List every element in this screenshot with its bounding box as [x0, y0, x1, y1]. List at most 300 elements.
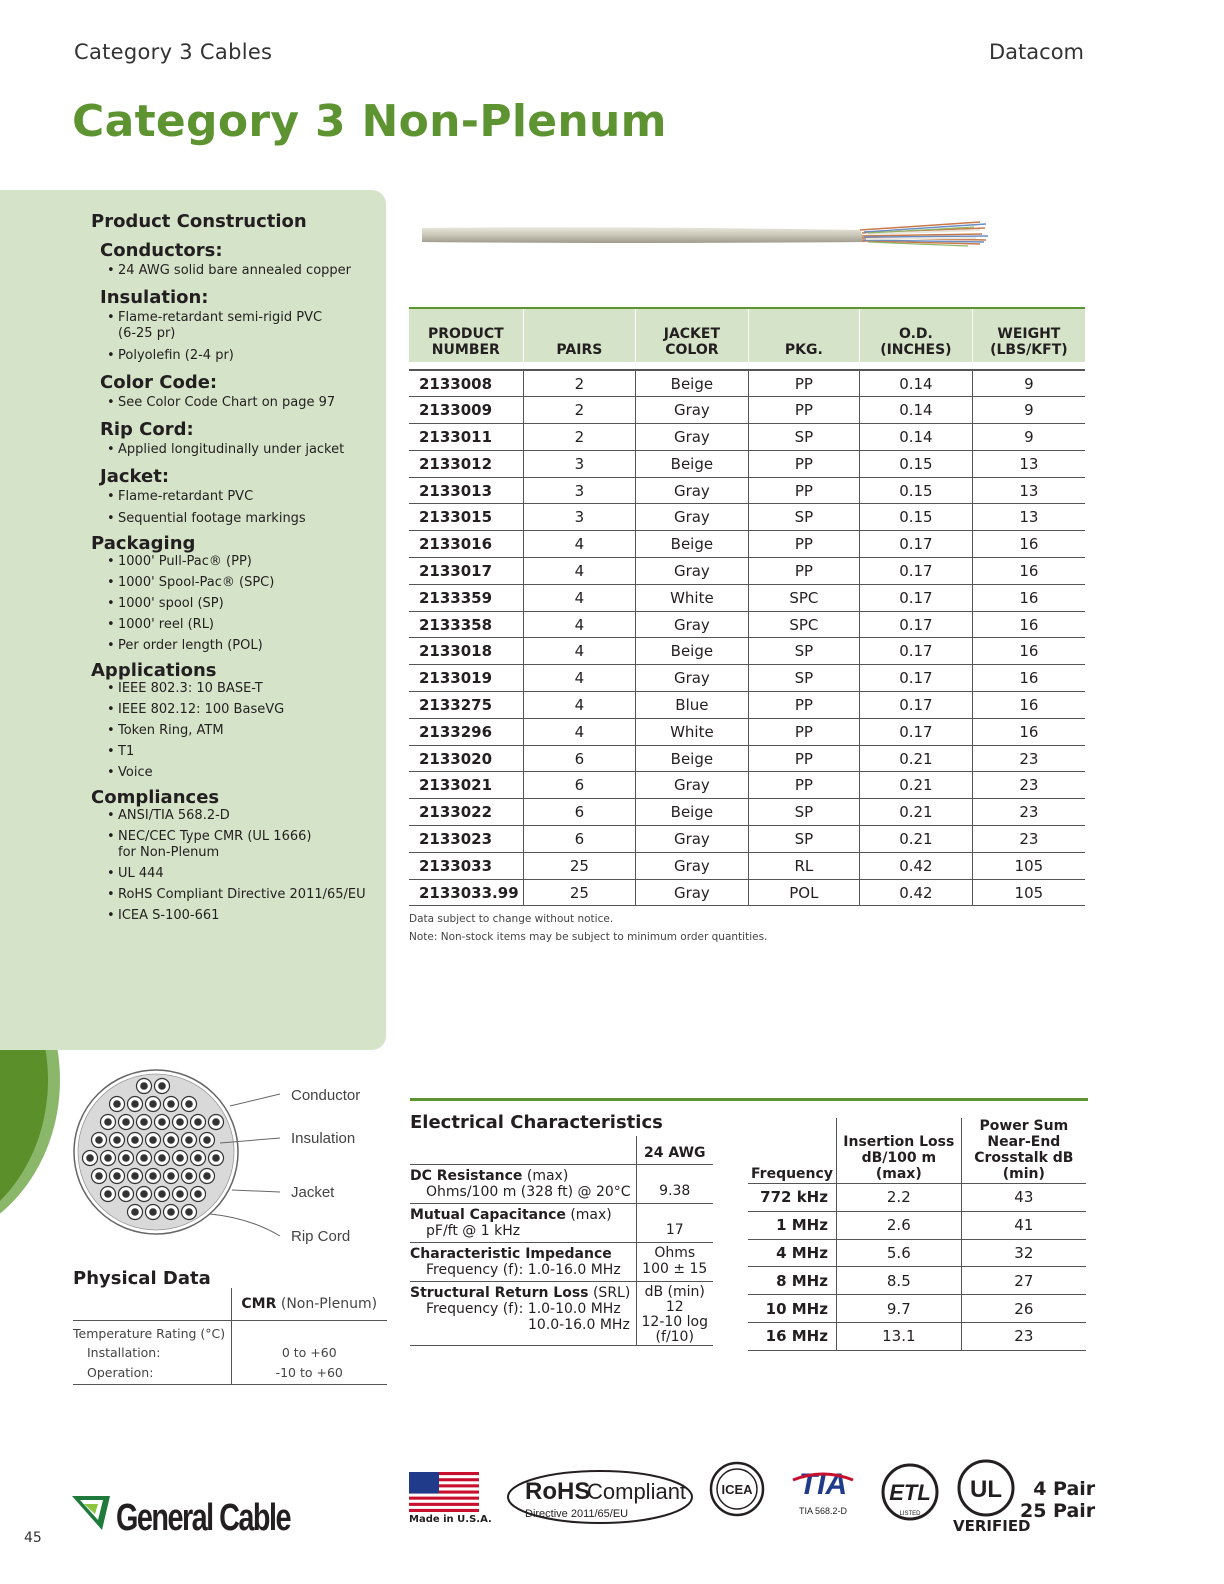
table-cell: PP: [748, 772, 859, 799]
table-cell: 16: [972, 718, 1085, 745]
table-cell: Gray: [636, 665, 749, 692]
table-cell: 16: [972, 531, 1085, 558]
conductor-core: [212, 1118, 220, 1126]
freq-cell: 13.1: [836, 1322, 961, 1350]
freq-cell: 27: [961, 1267, 1086, 1295]
table-row: [409, 450, 1085, 477]
conductor-core: [185, 1100, 193, 1108]
table-cell: 2133017: [409, 558, 523, 585]
table-cell: SP: [748, 424, 859, 451]
conductor-core: [158, 1190, 166, 1198]
conductor-core: [185, 1172, 193, 1180]
freq-row: [748, 1184, 1086, 1212]
dc-sub: Ohms/100 m (328 ft) @ 20°C: [426, 1183, 631, 1200]
general-cable-logo: [70, 1488, 300, 1538]
header-section: Datacom: [989, 40, 1084, 64]
conductor-core: [185, 1136, 193, 1144]
page-number: 45: [24, 1530, 42, 1546]
table-cell: Gray: [636, 879, 749, 906]
cmr-label: CMR: [241, 1295, 277, 1312]
table-cell: Gray: [636, 477, 749, 504]
table-cell: Gray: [636, 397, 749, 424]
label-rip-cord: Rip Cord: [291, 1228, 351, 1245]
table-cell: 23: [972, 772, 1085, 799]
applications-item: • Voice: [107, 765, 381, 781]
freq-cell: 772 kHz: [748, 1184, 836, 1212]
awg-col-header: 24 AWG: [636, 1136, 713, 1164]
table-cell: 0.21: [860, 799, 973, 826]
ul-verified-text: VERIFIED: [953, 1517, 1031, 1535]
table-cell: 2133023: [409, 826, 523, 853]
dc-resistance-label: DC Resistance: [410, 1167, 523, 1184]
conductor-core: [140, 1082, 148, 1090]
cable-image: [420, 218, 990, 252]
table-cell: 2133019: [409, 665, 523, 692]
table-cell: 0.15: [860, 477, 973, 504]
table-cell: Beige: [636, 799, 749, 826]
table-cell: 4: [523, 611, 635, 638]
applications-item: • Token Ring, ATM: [107, 723, 381, 739]
icea-logo: [709, 1461, 765, 1517]
freq-cell: 8.5: [836, 1267, 961, 1295]
table-cell: 6: [523, 799, 635, 826]
conductor-core: [86, 1154, 94, 1162]
table-row: [409, 397, 1085, 424]
table-row: [409, 531, 1085, 558]
table-cell: Gray: [636, 852, 749, 879]
table-cell: 0.14: [860, 370, 973, 397]
table-cell: PP: [748, 718, 859, 745]
table-notes: [409, 910, 767, 946]
packaging-item: • 1000' spool (SP): [107, 596, 381, 612]
table-cell: 0.15: [860, 450, 973, 477]
table-cell: SP: [748, 799, 859, 826]
conductor-core: [149, 1172, 157, 1180]
table-cell: 3: [523, 477, 635, 504]
table-row: [409, 584, 1085, 611]
freq-cell: 2.2: [836, 1184, 961, 1212]
table-cell: 2133015: [409, 504, 523, 531]
packaging-item: • 1000' reel (RL): [107, 617, 381, 633]
jacket-item: • Flame-retardant PVC: [107, 489, 381, 505]
note-line: Data subject to change without notice.: [409, 913, 614, 925]
table-cell: 13: [972, 477, 1085, 504]
conductor-core: [158, 1082, 166, 1090]
table-cell: 2133013: [409, 477, 523, 504]
freq-row: [748, 1211, 1086, 1239]
conductor-core: [212, 1154, 220, 1162]
freq-cell: 26: [961, 1295, 1086, 1323]
table-cell: 2133033: [409, 852, 523, 879]
conductor-core: [113, 1136, 121, 1144]
table-cell: Gray: [636, 611, 749, 638]
table-cell: White: [636, 584, 749, 611]
conductor-core: [149, 1100, 157, 1108]
applications-item: • T1: [107, 744, 381, 760]
section-rule: [410, 1098, 1088, 1101]
ci-value: 100 ± 15: [642, 1260, 708, 1277]
freq-row: [748, 1239, 1086, 1267]
table-cell: 9: [972, 370, 1085, 397]
table-cell: 2133021: [409, 772, 523, 799]
table-cell: 2133011: [409, 424, 523, 451]
table-cell: 0.21: [860, 826, 973, 853]
etl-text: ETL: [889, 1480, 931, 1505]
electrical-table: [410, 1136, 713, 1346]
conductor-core: [104, 1118, 112, 1126]
col-product-number: PRODUCT NUMBER: [409, 308, 523, 362]
conductor-core: [131, 1172, 139, 1180]
table-cell: 9: [972, 424, 1085, 451]
conductor-core: [194, 1154, 202, 1162]
ul-text: UL: [970, 1476, 1002, 1503]
compliances-item: • NEC/CEC Type CMR (UL 1666) for Non-Plenum: [107, 829, 317, 861]
table-row: [409, 370, 1085, 397]
table-cell: SP: [748, 826, 859, 853]
conductor-core: [203, 1172, 211, 1180]
applications-item: • IEEE 802.3: 10 BASE-T: [107, 681, 381, 697]
conductor-core: [176, 1190, 184, 1198]
rip-cord-item: • Applied longitudinally under jacket: [107, 442, 381, 458]
page-title: Category 3 Non-Plenum: [72, 96, 667, 147]
table-cell: 16: [972, 692, 1085, 719]
table-cell: 0.14: [860, 424, 973, 451]
table-cell: 16: [972, 558, 1085, 585]
conductor-core: [158, 1154, 166, 1162]
us-flag-icon: [409, 1472, 479, 1512]
table-cell: POL: [748, 879, 859, 906]
table-cell: SPC: [748, 611, 859, 638]
table-cell: Beige: [636, 370, 749, 397]
table-cell: SP: [748, 638, 859, 665]
physical-data-table: [73, 1288, 387, 1385]
conductor-core: [95, 1172, 103, 1180]
conductor-core: [167, 1136, 175, 1144]
label-jacket: Jacket: [291, 1184, 335, 1201]
freq-cell: 4 MHz: [748, 1239, 836, 1267]
table-cell: 4: [523, 692, 635, 719]
freq-cell: 9.7: [836, 1295, 961, 1323]
packaging-item: • 1000' Spool-Pac® (SPC): [107, 575, 381, 591]
note-line: Note: Non-stock items may be subject to minimum order quantities.: [409, 931, 768, 943]
conductor-core: [185, 1208, 193, 1216]
packaging-title: Packaging: [91, 533, 196, 554]
table-cell: 3: [523, 450, 635, 477]
srl-label: Structural Return Loss: [410, 1284, 589, 1301]
conductor-core: [203, 1136, 211, 1144]
packaging-item: • 1000' Pull-Pac® (PP): [107, 554, 381, 570]
conductor-core: [104, 1190, 112, 1198]
table-cell: 0.17: [860, 638, 973, 665]
table-cell: PP: [748, 450, 859, 477]
icea-text: ICEA: [721, 1482, 753, 1497]
table-cell: 0.21: [860, 772, 973, 799]
operation-label: Operation:: [73, 1362, 231, 1384]
table-cell: 2133359: [409, 584, 523, 611]
conductor-core: [176, 1154, 184, 1162]
insulation-item: • Polyolefin (2-4 pr): [107, 348, 381, 364]
table-cell: 2133008: [409, 370, 523, 397]
table-row: [409, 558, 1085, 585]
table-cell: 0.17: [860, 718, 973, 745]
table-cell: 16: [972, 584, 1085, 611]
etl-listed: LISTED: [899, 1511, 921, 1517]
dc-qualifier: (max): [522, 1167, 569, 1184]
mutual-cap-label: Mutual Capacitance: [410, 1206, 566, 1223]
table-cell: White: [636, 718, 749, 745]
ci-sub: Frequency (f): 1.0-16.0 MHz: [426, 1261, 621, 1278]
freq-cell: 23: [961, 1322, 1086, 1350]
table-cell: PP: [748, 692, 859, 719]
product-table: [409, 307, 1085, 906]
compliances-item: • RoHS Compliant Directive 2011/65/EU: [107, 887, 381, 903]
table-cell: 6: [523, 826, 635, 853]
tia-text: TIA: [798, 1468, 848, 1501]
conductor-core: [140, 1154, 148, 1162]
table-cell: 13: [972, 504, 1085, 531]
conductor-core: [140, 1190, 148, 1198]
table-row: [409, 611, 1085, 638]
table-cell: PP: [748, 531, 859, 558]
rohs-text: RoHS: [525, 1478, 591, 1505]
table-cell: 4: [523, 531, 635, 558]
table-cell: 4: [523, 665, 635, 692]
temp-rating-label: Temperature Rating (°C): [73, 1325, 226, 1341]
table-cell: Gray: [636, 772, 749, 799]
conductor-core: [104, 1154, 112, 1162]
dc-value: 9.38: [636, 1164, 713, 1203]
table-cell: 0.42: [860, 879, 973, 906]
table-cell: 9: [972, 397, 1085, 424]
table-cell: 23: [972, 799, 1085, 826]
freq-cell: 5.6: [836, 1239, 961, 1267]
conductor-core: [113, 1100, 121, 1108]
table-cell: 2133009: [409, 397, 523, 424]
table-row: [409, 638, 1085, 665]
col-psnext: Power Sum Near-End Crosstalk dB (min): [961, 1118, 1086, 1184]
table-cell: 2: [523, 370, 635, 397]
table-cell: PP: [748, 745, 859, 772]
conductor-core: [149, 1136, 157, 1144]
table-row: [409, 879, 1085, 906]
table-cell: 4: [523, 638, 635, 665]
rohs-badge: [505, 1467, 695, 1527]
table-cell: RL: [748, 852, 859, 879]
table-cell: 105: [972, 879, 1085, 906]
table-cell: SP: [748, 665, 859, 692]
freq-cell: 1 MHz: [748, 1211, 836, 1239]
brand-name: General Cable: [116, 1497, 291, 1539]
table-cell: 0.17: [860, 611, 973, 638]
table-cell: Gray: [636, 826, 749, 853]
srl-value3: (f/10): [655, 1328, 694, 1345]
installation-label: Installation:: [87, 1344, 161, 1360]
rip-cord-title: Rip Cord:: [100, 419, 194, 440]
freq-row: [748, 1322, 1086, 1350]
srl-sub2: 10.0-16.0 MHz: [528, 1316, 630, 1333]
srl-value2: 12-10 log: [641, 1313, 708, 1330]
conductor-core: [158, 1118, 166, 1126]
table-cell: PP: [748, 370, 859, 397]
freq-row: [748, 1267, 1086, 1295]
table-cell: SP: [748, 504, 859, 531]
compliances-item: • ANSI/TIA 568.2-D: [107, 808, 381, 824]
table-cell: 23: [972, 745, 1085, 772]
conductors-title: Conductors:: [100, 240, 223, 261]
applications-item: • IEEE 802.12: 100 BaseVG: [107, 702, 381, 718]
table-cell: 4: [523, 584, 635, 611]
construction-title: Product Construction: [91, 211, 307, 232]
table-cell: 4: [523, 558, 635, 585]
mc-qualifier: (max): [565, 1206, 612, 1223]
pair-count: 25 Pair: [1020, 1500, 1096, 1522]
cmr-qualifier: (Non-Plenum): [276, 1295, 378, 1312]
table-cell: 0.17: [860, 584, 973, 611]
made-in-usa: Made in U.S.A.: [409, 1514, 492, 1525]
conductor-core: [167, 1172, 175, 1180]
compliances-item: • UL 444: [107, 866, 381, 882]
table-row: [409, 745, 1085, 772]
conductor-core: [131, 1136, 139, 1144]
table-cell: 4: [523, 718, 635, 745]
col-pairs: PAIRS: [523, 308, 635, 362]
table-cell: 0.14: [860, 397, 973, 424]
table-cell: Gray: [636, 424, 749, 451]
mc-value: 17: [636, 1203, 713, 1242]
table-row: [409, 852, 1085, 879]
table-row: [409, 504, 1085, 531]
freq-cell: 10 MHz: [748, 1295, 836, 1323]
freq-cell: 41: [961, 1211, 1086, 1239]
srl-sub1: Frequency (f): 1.0-10.0 MHz: [426, 1300, 621, 1317]
conductor-core: [95, 1136, 103, 1144]
table-cell: Gray: [636, 558, 749, 585]
table-cell: 2133016: [409, 531, 523, 558]
insulation-title: Insulation:: [100, 287, 209, 308]
conductor-core: [131, 1208, 139, 1216]
table-cell: 0.17: [860, 665, 973, 692]
conductor-core: [122, 1154, 130, 1162]
table-cell: 16: [972, 611, 1085, 638]
product-construction: [91, 205, 381, 929]
table-row: [409, 424, 1085, 451]
tia-logo: [787, 1466, 859, 1518]
table-row: [409, 718, 1085, 745]
conductor-core: [194, 1118, 202, 1126]
color-code-title: Color Code:: [100, 372, 218, 393]
table-row: [409, 826, 1085, 853]
pair-counts: [1020, 1478, 1095, 1522]
table-cell: 25: [523, 852, 635, 879]
conductor-core: [167, 1208, 175, 1216]
table-cell: 0.42: [860, 852, 973, 879]
jacket-title: Jacket:: [100, 466, 170, 487]
table-cell: 2133275: [409, 692, 523, 719]
srl-qualifier: (SRL): [588, 1284, 631, 1301]
conductor-core: [122, 1190, 130, 1198]
conductor-core: [113, 1172, 121, 1180]
table-cell: 0.15: [860, 504, 973, 531]
freq-cell: 16 MHz: [748, 1322, 836, 1350]
char-impedance-label: Characteristic Impedance: [410, 1245, 612, 1262]
table-cell: Beige: [636, 450, 749, 477]
table-cell: PP: [748, 477, 859, 504]
jacket-item: • Sequential footage markings: [107, 511, 381, 527]
ul-verified-logo: [956, 1458, 1022, 1520]
freq-cell: 43: [961, 1184, 1086, 1212]
table-cell: 13: [972, 450, 1085, 477]
col-frequency: Frequency: [748, 1118, 836, 1184]
table-cell: 2: [523, 397, 635, 424]
compliances-title: Compliances: [91, 787, 220, 808]
conductor-core: [194, 1190, 202, 1198]
mc-sub: pF/ft @ 1 kHz: [426, 1222, 521, 1239]
operation-value: -10 to +60: [231, 1362, 387, 1384]
srl-value1: 12: [665, 1298, 684, 1315]
col-od: O.D. (INCHES): [860, 308, 973, 362]
compliances-item: • ICEA S-100-661: [107, 908, 381, 924]
packaging-item: • Per order length (POL): [107, 638, 381, 654]
table-cell: 2133012: [409, 450, 523, 477]
table-cell: PP: [748, 397, 859, 424]
conductor-core: [167, 1100, 175, 1108]
table-cell: 0.17: [860, 531, 973, 558]
table-cell: 2133358: [409, 611, 523, 638]
table-row: [409, 692, 1085, 719]
table-cell: 0.21: [860, 745, 973, 772]
conductor-core: [131, 1100, 139, 1108]
table-cell: 2133020: [409, 745, 523, 772]
freq-cell: 8 MHz: [748, 1267, 836, 1295]
conductors-item: • 24 AWG solid bare annealed copper: [107, 263, 381, 279]
col-pkg: PKG.: [748, 308, 859, 362]
cable-cross-section: [70, 1068, 370, 1258]
table-cell: 2: [523, 424, 635, 451]
table-cell: 105: [972, 852, 1085, 879]
conductor-core: [122, 1118, 130, 1126]
table-cell: 2133018: [409, 638, 523, 665]
electrical-title: Electrical Characteristics: [410, 1112, 663, 1133]
conductor-core: [149, 1208, 157, 1216]
srl-unit: dB (min): [644, 1283, 705, 1300]
table-cell: 2133022: [409, 799, 523, 826]
table-row: [409, 477, 1085, 504]
table-cell: 0.17: [860, 558, 973, 585]
table-cell: Beige: [636, 638, 749, 665]
table-cell: 2133296: [409, 718, 523, 745]
table-row: [409, 665, 1085, 692]
pair-count: 4 Pair: [1033, 1478, 1096, 1500]
table-cell: 16: [972, 665, 1085, 692]
label-insulation: Insulation: [291, 1130, 356, 1147]
tia-standard: TIA 568.2-D: [798, 1506, 848, 1516]
freq-cell: 2.6: [836, 1211, 961, 1239]
table-cell: PP: [748, 558, 859, 585]
rohs-compliant: Compliant: [587, 1479, 687, 1504]
ci-unit: Ohms: [654, 1244, 696, 1261]
table-cell: Gray: [636, 504, 749, 531]
table-cell: Beige: [636, 745, 749, 772]
physical-data-title: Physical Data: [73, 1268, 211, 1289]
table-cell: 23: [972, 826, 1085, 853]
header-category: Category 3 Cables: [74, 40, 273, 64]
table-cell: Blue: [636, 692, 749, 719]
etl-listed-logo: [880, 1462, 940, 1522]
table-cell: 2133033.99: [409, 879, 523, 906]
col-weight: WEIGHT (LBS/KFT): [972, 308, 1085, 362]
table-row: [409, 772, 1085, 799]
freq-cell: 32: [961, 1239, 1086, 1267]
